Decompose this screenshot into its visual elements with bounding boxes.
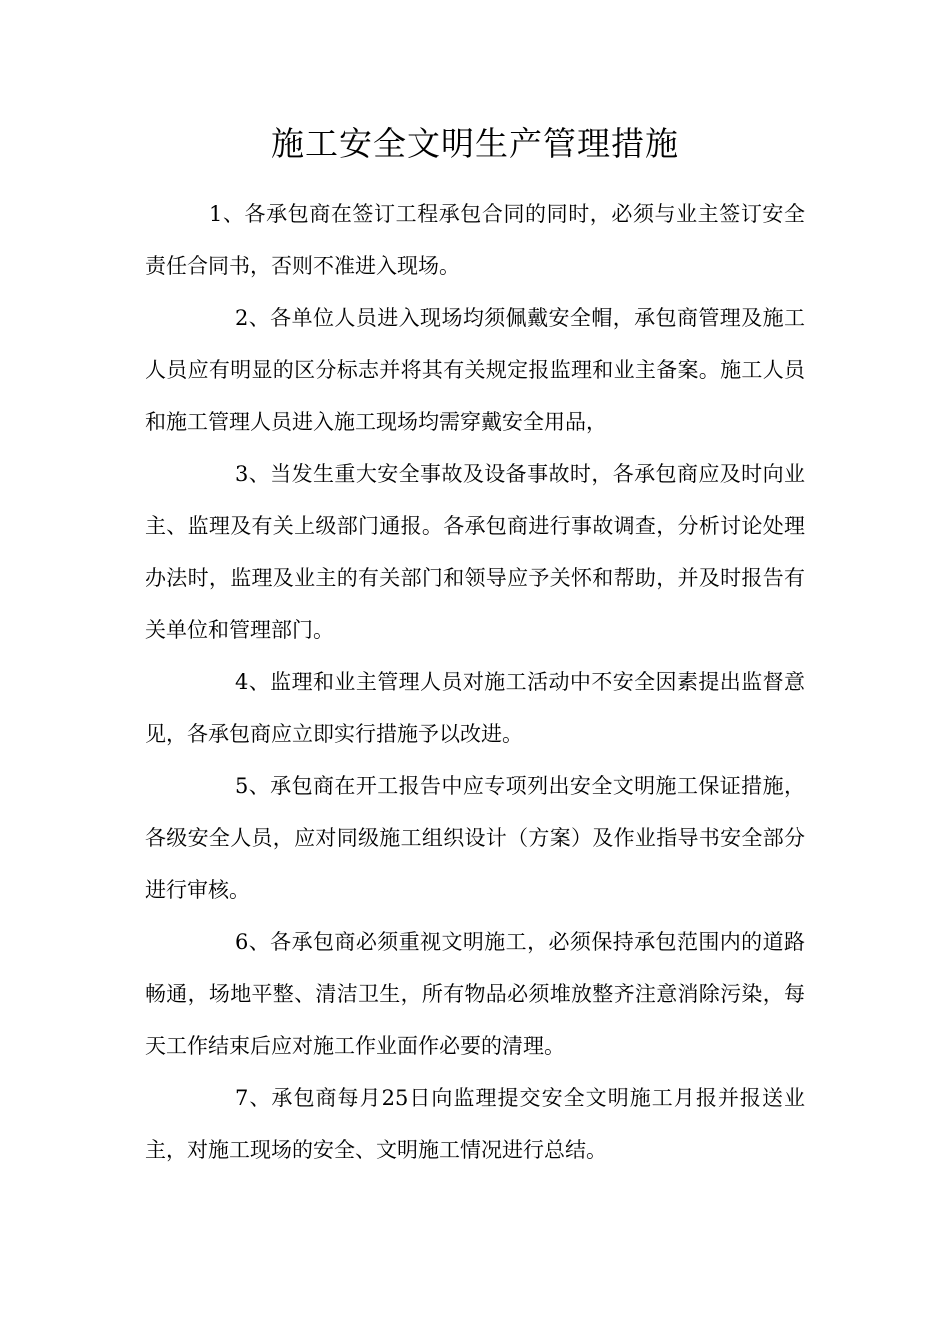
paragraph-3: 3、当发生重大安全事故及设备事故时，各承包商应及时向业主、监理及有关上级部门通报。各承包商进行事故调查，分析讨论处理办法时，监理及业主的有关部门和领导应予关怀和帮助，并及时报告有关单位和管理部门。 bbox=[145, 462, 805, 642]
document-title: 施工安全文明生产管理措施 bbox=[271, 124, 679, 163]
document-body bbox=[145, 188, 805, 1176]
paragraph-7: 7、承包商每月25日向监理提交安全文明施工月报并报送业主，对施工现场的安全、文明施工情况进行总结。 bbox=[145, 1086, 805, 1162]
paragraph-5: 5、承包商在开工报告中应专项列出安全文明施工保证措施，各级安全人员，应对同级施工组织设计（方案）及作业指导书安全部分进行审核。 bbox=[145, 774, 805, 902]
paragraph-4: 4、监理和业主管理人员对施工活动中不安全因素提出监督意见，各承包商应立即实行措施予以改进。 bbox=[145, 670, 805, 746]
paragraph-6: 6、各承包商必须重视文明施工，必须保持承包范围内的道路畅通，场地平整、清洁卫生，所有物品必须堆放整齐注意消除污染，每天工作结束后应对施工作业面作必要的清理。 bbox=[145, 930, 805, 1058]
paragraph-2: 2、各单位人员进入现场均须佩戴安全帽，承包商管理及施工人员应有明显的区分标志并将其有关规定报监理和业主备案。施工人员和施工管理人员进入施工现场均需穿戴安全用品， bbox=[145, 306, 805, 434]
paragraph-1: 1、各承包商在签订工程承包合同的同时，必须与业主签订安全责任合同书，否则不准进入现场。 bbox=[145, 202, 805, 278]
